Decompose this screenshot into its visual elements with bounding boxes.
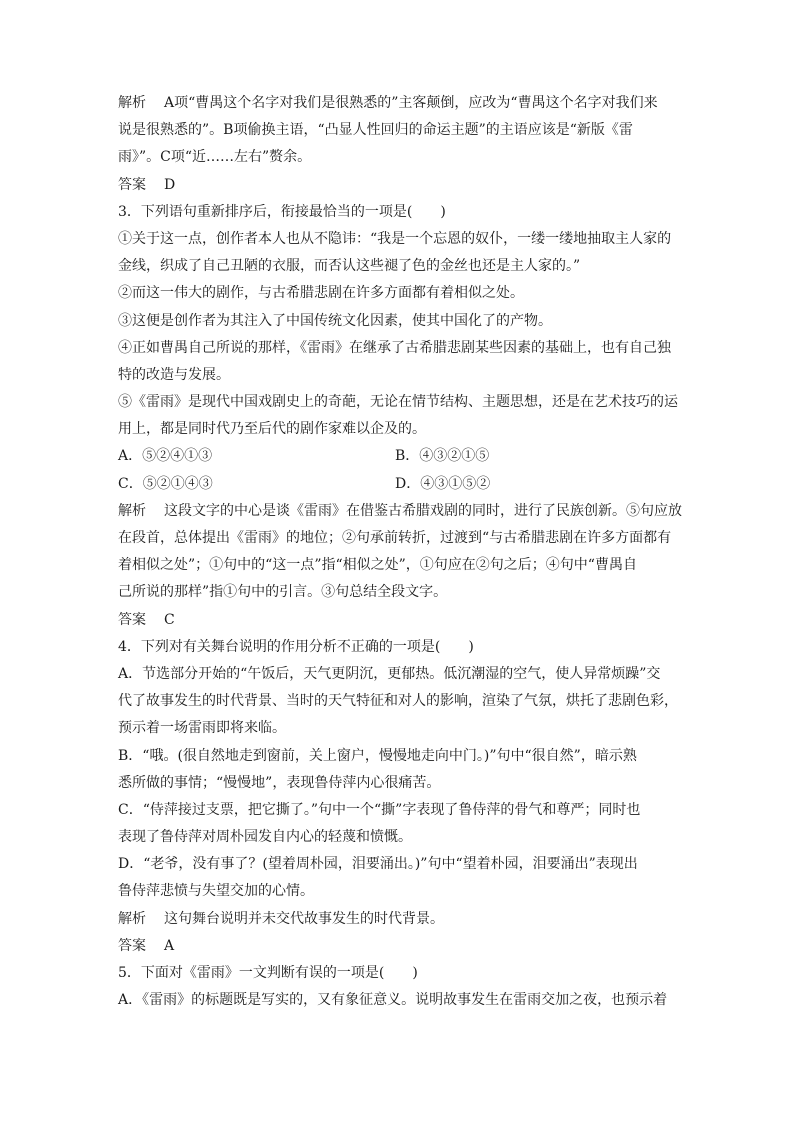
sentence-line: ①关于这一点，创作者本人也从不隐讳：“我是一个忘恩的奴仆，一缕一缕地抽取主人家的 xyxy=(118,230,672,247)
option-row xyxy=(118,471,684,498)
answer-line xyxy=(118,933,684,960)
sentence-line: ⑤《雷雨》是现代中国戏剧史上的奇葩，无论在情节结构、主题思想，还是在艺术技巧的运 xyxy=(118,394,678,411)
analysis-line: 雨》”。C项“近……左右”赘余。 xyxy=(118,149,312,166)
document-body xyxy=(118,90,684,1014)
sentence-line: 特的改造与发展。 xyxy=(118,366,230,383)
analysis-line xyxy=(118,90,684,117)
answer-value: D xyxy=(164,176,176,193)
sentence-line: ④正如曹禺自己所说的那样，《雷雨》在继承了古希腊悲剧某些因素的基础上，也有自己独 xyxy=(118,339,671,356)
sentence-line: ②而这一伟大的剧作，与古希腊悲剧在许多方面都有着相似之处。 xyxy=(118,285,524,302)
sentence-line: ③这便是创作者为其注入了中国传统文化因素，使其中国化了的产物。 xyxy=(118,312,552,329)
option-a: A．⑤②④①③ xyxy=(118,448,213,465)
answer-line xyxy=(118,607,684,634)
option-c-line: 表现了鲁侍萍对周朴园发自内心的轻蔑和愤慨。 xyxy=(118,829,412,846)
option-d-line: 鲁侍萍悲愤与失望交加的心情。 xyxy=(118,883,314,900)
option-d: D．④③①⑤② xyxy=(395,475,491,492)
option-b-line: B．“哦。(很自然地走到窗前，关上窗户，慢慢地走向中门。)”句中“很自然”，暗示熟 xyxy=(118,747,637,764)
analysis-tag: 解析 xyxy=(118,95,146,111)
answer-tag: 答案 xyxy=(118,611,146,628)
analysis-line: 己所说的那样”指①句中的引言。③句总结全段文字。 xyxy=(118,584,448,601)
option-a-line: A．《雷雨》的标题既是写实的，又有象征意义。说明故事发生在雷雨交加之夜，也预示着 xyxy=(118,992,668,1009)
sentence-line: 金线，织成了自己丑陋的衣服，而否认这些褪了色的金丝也还是主人家的。” xyxy=(118,258,581,275)
sentence-line: 用上，都是同时代乃至后代的剧作家难以企及的。 xyxy=(118,421,426,438)
answer-line xyxy=(118,172,684,199)
analysis-text: A项“曹禺这个名字对我们是很熟悉的”主客颠倒，应改为“曹禺这个名字对我们来 xyxy=(164,95,658,111)
option-a-line: 代了故事发生的时代背景、当时的天气特征和对人的影响，渲染了气氛，烘托了悲剧色彩， xyxy=(118,693,678,710)
analysis-text: 这段文字的中心是谈《雷雨》在借鉴古希腊戏剧的同时，进行了民族创新。⑤句应放 xyxy=(164,502,682,519)
analysis-tag: 解析 xyxy=(118,502,146,519)
option-c-line: C．“侍萍接过支票，把它撕了。”句中一个“撕”字表现了鲁侍萍的骨气和尊严；同时也 xyxy=(118,801,641,818)
question-stem: 4．下列对有关舞台说明的作用分析不正确的一项是( ) xyxy=(118,638,474,655)
analysis-line: 在段首，总体提出《雷雨》的地位；②句承前转折，过渡到“与古希腊悲剧在许多方面都有 xyxy=(118,530,672,546)
answer-tag: 答案 xyxy=(118,176,146,193)
analysis-line xyxy=(118,906,684,933)
option-row xyxy=(118,443,684,470)
option-b-line: 悉所做的事情；“慢慢地”，表现鲁侍萍内心很痛苦。 xyxy=(118,774,441,791)
option-b: B．④③②①⑤ xyxy=(395,448,490,465)
analysis-line: 着相似之处”；①句中的“这一点”指“相似之处”，①句应在②句之后；④句中“曹禺自 xyxy=(118,557,637,574)
option-c: C．⑤②①④③ xyxy=(118,475,213,492)
analysis-line xyxy=(118,498,684,525)
option-d-line: D．“老爷，没有事了？(望着周朴园，泪要涌出。)”句中“望着朴园，泪要涌出”表现出 xyxy=(118,856,638,873)
answer-tag: 答案 xyxy=(118,937,146,954)
option-a-line: 预示着一场雷雨即将来临。 xyxy=(118,720,286,737)
answer-value: C xyxy=(164,611,175,628)
analysis-tag: 解析 xyxy=(118,910,146,927)
question-stem: 5．下面对《雷雨》一文判断有误的一项是( ) xyxy=(118,965,418,981)
answer-value: A xyxy=(164,937,175,954)
option-a-line: A．节选部分开始的“午饭后，天气更阴沉，更郁热。低沉潮湿的空气，使人异常烦躁”交 xyxy=(118,665,661,682)
analysis-line: 说是很熟悉的”。B项偷换主语，“凸显人性回归的命运主题”的主语应该是“新版《雷 xyxy=(118,122,633,139)
question-stem: 3．下列语句重新排序后，衔接最恰当的一项是( ) xyxy=(118,203,446,220)
analysis-text: 这句舞台说明并未交代故事发生的时代背景。 xyxy=(164,910,444,927)
